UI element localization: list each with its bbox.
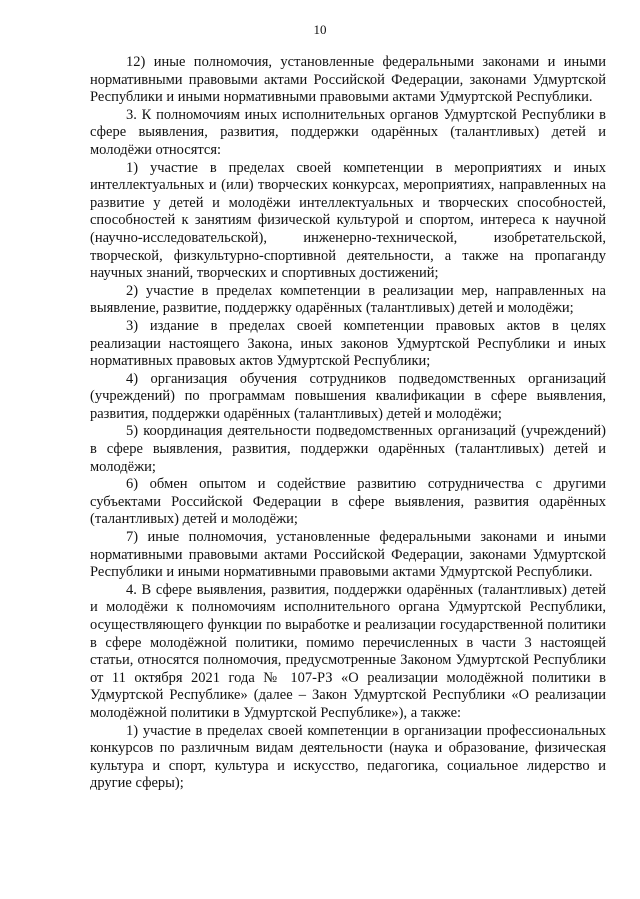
paragraph-part-4-item-1: 1) участие в пределах своей компетенции в организации профессиональных конкурсов по различным видам деятельности (наука и образование, физическая культура и спорт, культура и искусство, педагогика, социальное лидерство и другие сферы); [90, 722, 606, 792]
paragraph-part-3-item-4: 4) организация обучения сотрудников подведомственных организаций (учреждений) по программам повышения квалификации в сфере выявления, развития, поддержки одарённых (талантливых) детей и молодёжи; [90, 370, 606, 422]
paragraph-part-3-item-5: 5) координация деятельности подведомственных организаций (учреждений) в сфере выявления, развития, поддержки одарённых (талантливых) детей и молодёжи; [90, 423, 606, 475]
paragraph-part-3-item-3: 3) издание в пределах своей компетенции правовых актов в целях реализации настоящего Закона, иных законов Удмуртской Республики и иных нормативных правовых актов Удмуртской Республики; [90, 317, 606, 370]
paragraph-item-12-other-powers: 12) иные полномочия, установленные федеральными законами и иными нормативными правовыми актами Российской Федерации, законами Удмуртской Республики и иными нормативными правовыми актами Удмуртской Республики. [90, 54, 606, 106]
paragraph-part-3-item-7: 7) иные полномочия, установленные федеральными законами и иными нормативными правовыми актами Российской Федерации, законами Удмуртской Республики и иными нормативными правовыми актами Удмуртской Республики. [90, 529, 606, 581]
document-body [90, 54, 606, 793]
paragraph-part-3-item-2: 2) участие в пределах компетенции в реализации мер, направленных на выявление, развитие, поддержку одарённых (талантливых) детей и молодёжи; [90, 282, 606, 317]
paragraph-part-3-item-6: 6) обмен опытом и содействие развитию сотрудничества с другими субъектами Российской Федерации в сфере выявления, развития одарённых (талантливых) детей и молодёжи; [90, 476, 606, 528]
paragraph-part-3-intro: 3. К полномочиям иных исполнительных органов Удмуртской Республики в сфере выявления, развития, поддержки одарённых (талантливых) детей и молодёжи относятся: [90, 106, 606, 158]
page-number: 10 [313, 22, 327, 37]
paragraph-part-4-intro: 4. В сфере выявления, развития, поддержки одарённых (талантливых) детей и молодёжи к полномочиям исполнительного органа Удмуртской Республики, осуществляющего функции по выработке и реализации государственной политики в сфере молодёжной политики, помимо перечисленных в части 3 настоящей статьи, относятся полномочия, предусмотренные Законом Удмуртской Республики от 11 октября 2021 года № 107-РЗ «О реализации молодёжной политики в Удмуртской Республике» (далее – Закон Удмуртской Республики «О реализации молодёжной политики в Удмуртской Республике»), а также: [90, 581, 606, 721]
paragraph-part-3-item-1: 1) участие в пределах своей компетенции в мероприятиях и иных интеллектуальных и (или) творческих конкурсах, мероприятиях, направленных на развитие у детей и молодёжи интеллектуальных и творческих способностей, способностей к занятиям физической культурой и спортом, интереса к научной (научно-исследовательской), инженерно-технической, изобретательской, творческой, физкультурно-спортивной деятельности, а также на пропаганду научных знаний, творческих и спортивных достижений; [90, 159, 606, 282]
